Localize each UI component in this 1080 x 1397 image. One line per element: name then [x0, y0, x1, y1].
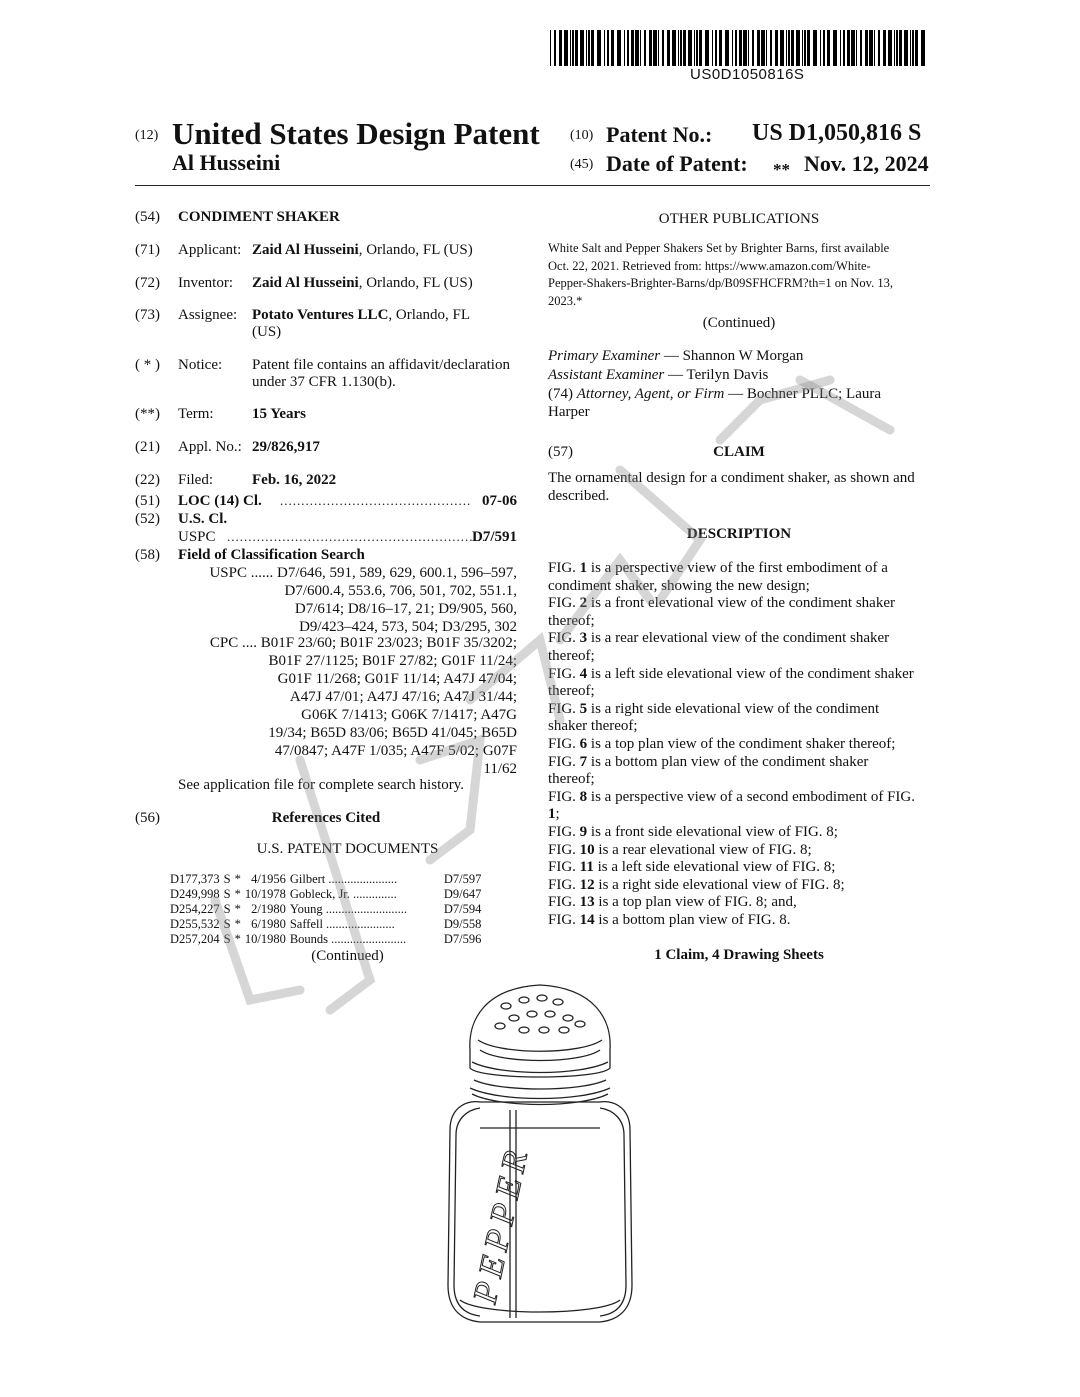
barcode-bar	[851, 30, 855, 66]
description-line: FIG. 5 is a right side elevational view of the condiment	[548, 700, 880, 717]
barcode-bar	[840, 30, 841, 66]
barcode-bar	[640, 30, 641, 66]
uspc-search-line: D9/423–424, 573, 504; D3/295, 302	[299, 619, 517, 635]
barcode-bar	[688, 30, 692, 66]
barcode-bar	[635, 30, 639, 66]
barcode-bar	[678, 30, 679, 66]
description-line: 1;	[548, 806, 560, 823]
barcode-bar	[899, 30, 902, 66]
ref-number: D249,998	[170, 887, 220, 901]
barcode-bar	[791, 30, 794, 66]
attorney-line2: Harper	[548, 404, 590, 420]
barcode-bar	[604, 30, 605, 66]
description-line: FIG. 11 is a left side elevational view of FIG. 8;	[548, 859, 836, 876]
term-row: (**) Term: 15 Years	[135, 406, 307, 422]
barcode-bar	[739, 30, 742, 66]
description-line: FIG. 8 is a perspective view of a second embodiment of FIG.	[548, 788, 915, 805]
ref-number: D257,204	[170, 932, 220, 946]
us-patent-documents: U.S. PATENT DOCUMENTS	[256, 841, 439, 857]
description-line: FIG. 2 is a front elevational view of the condiment shaker	[548, 595, 895, 612]
us-cl-row: (52) U.S. Cl.	[135, 511, 228, 527]
ref-number: D255,532	[170, 917, 220, 931]
ref-number: D254,227	[170, 902, 220, 916]
references-row: (56) References Cited	[135, 810, 381, 826]
barcode-bar	[788, 30, 790, 66]
barcode-bar	[915, 30, 918, 66]
barcode-bar	[570, 30, 571, 66]
barcode-bar	[865, 30, 868, 66]
ref-star: *	[234, 917, 241, 931]
barcode-bar	[715, 30, 717, 66]
barcode-bar	[847, 30, 850, 66]
ref-name: Saffell ......................	[289, 917, 395, 931]
description-text	[548, 560, 930, 929]
publications-text	[548, 240, 930, 310]
cpc-search-line: CPC .... B01F 23/60; B01F 23/023; B01F 35/3202;	[209, 635, 517, 651]
uspc-search-line: USPC ...... D7/646, 591, 589, 629, 600.1, 596–597,	[209, 565, 517, 581]
header-code-12: (12)	[135, 128, 159, 143]
uspc-search-line: D7/614; D8/16–17, 21; D9/905, 560,	[294, 601, 517, 617]
barcode-bar	[912, 30, 914, 66]
barcode-bar	[683, 30, 686, 66]
barcode-bar	[921, 30, 925, 66]
barcode-bar	[833, 30, 837, 66]
ref-star: *	[234, 902, 241, 916]
ref-date: 10/1978	[244, 887, 286, 901]
loc-row: (51) LOC (14) Cl. ............................................. 07-06	[135, 493, 517, 509]
header-code-10: (10)	[570, 128, 594, 143]
ref-class: D9/647	[443, 887, 482, 901]
barcode-bar	[820, 30, 821, 66]
barcode-number: US0D1050816S	[690, 66, 805, 83]
barcode-bar	[878, 30, 880, 66]
reference-row	[170, 902, 485, 917]
barcode-bar	[699, 30, 702, 66]
other-publications-heading: OTHER PUBLICATIONS	[658, 211, 820, 227]
barcode-bar	[735, 30, 737, 66]
publication-line: 2023.*	[548, 293, 583, 308]
barcode-bar	[617, 30, 621, 66]
claim-heading: CLAIM	[713, 444, 765, 460]
notice-row: ( * ) Notice: Patent file contains an affidavit/declaration under 37 CFR 1.130(b).	[135, 357, 510, 390]
barcode-bar	[575, 30, 578, 66]
barcode-bar	[807, 30, 810, 66]
description-line: FIG. 12 is a right side elevational view of FIG. 8;	[548, 876, 845, 893]
reference-row	[170, 872, 485, 887]
barcode-bar	[757, 30, 760, 66]
barcode-bar	[607, 30, 609, 66]
patent-number: US D1,050,816 S	[752, 120, 922, 146]
filed-row: (22) Filed: Feb. 16, 2022	[135, 472, 337, 488]
barcode-bar	[802, 30, 803, 66]
publications-continued: (Continued)	[702, 315, 776, 331]
barcode-bar	[580, 30, 584, 66]
barcode-bar	[586, 30, 587, 66]
barcode-bar	[554, 30, 556, 66]
ref-class: D7/596	[443, 932, 482, 946]
primary-examiner: Primary Examiner — Shannon W Morgan	[548, 348, 804, 364]
references-continued: (Continued)	[311, 948, 384, 964]
barcode-bar	[719, 30, 722, 66]
ref-class: D7/597	[443, 872, 482, 886]
barcode-bar	[705, 30, 709, 66]
reference-row	[170, 917, 485, 932]
barcode-bar	[624, 30, 625, 66]
barcode	[550, 30, 930, 68]
description-line: FIG. 10 is a rear elevational view of FIG. 8;	[548, 841, 812, 858]
publication-line: Oct. 22, 2021. Retrieved from: https://www.amazon.com/White-	[548, 258, 871, 273]
description-line: FIG. 3 is a rear elevational view of the condiment shaker	[548, 630, 890, 647]
barcode-bar	[591, 30, 594, 66]
barcode-bar	[804, 30, 806, 66]
applicant-row: (71) Applicant: Zaid Al Husseini, Orlando, FL (US)	[135, 242, 473, 258]
barcode-bar	[559, 30, 562, 66]
barcode-bar	[883, 30, 886, 66]
date-mark: **	[773, 160, 790, 179]
inventor-row: (72) Inventor: Zaid Al Husseini, Orlando, FL (US)	[135, 275, 473, 291]
barcode-bar	[904, 30, 908, 66]
ref-star: *	[234, 872, 241, 886]
barcode-bar	[869, 30, 873, 66]
barcode-bar	[712, 30, 713, 66]
ref-kind: S	[223, 902, 231, 916]
design-title: CONDIMENT SHAKER	[178, 209, 340, 225]
ref-star: *	[234, 887, 241, 901]
barcode-bar	[550, 30, 551, 66]
cpc-search-line: 47/0847; A47F 1/035; A47F 5/02; G07F	[274, 743, 517, 759]
assistant-examiner: Assistant Examiner — Terilyn Davis	[548, 367, 769, 383]
ref-kind: S	[223, 932, 231, 946]
patent-number-label: Patent No.:	[606, 122, 713, 147]
document-type: United States Design Patent	[172, 116, 540, 151]
description-line: FIG. 4 is a left side elevational view of the condiment shaker	[548, 665, 914, 682]
ref-star: *	[234, 932, 241, 946]
description-line: FIG. 1 is a perspective view of the first embodiment of a	[548, 560, 888, 576]
shaker-cap	[470, 985, 610, 1077]
barcode-bar	[874, 30, 875, 66]
reference-row	[170, 887, 485, 902]
ref-class: D9/558	[443, 917, 482, 931]
description-heading: DESCRIPTION	[686, 526, 792, 542]
description-line: thereof;	[548, 647, 595, 664]
ref-date: 10/1980	[244, 932, 286, 946]
cpc-search-line: G06K 7/1413; G06K 7/1417; A47G	[301, 707, 517, 723]
barcode-bar	[653, 30, 657, 66]
field-search-row: (58) Field of Classification Search	[135, 547, 365, 563]
date-of-patent: Nov. 12, 2024	[804, 151, 929, 176]
barcode-bar	[644, 30, 646, 66]
ref-date: 4/1956	[251, 872, 286, 886]
description-line: thereof;	[548, 683, 595, 700]
header-code-45: (45)	[570, 157, 594, 172]
uspc-search-block	[178, 564, 517, 636]
cpc-search-line: 11/62	[483, 761, 517, 777]
barcode-bar	[894, 30, 895, 66]
barcode-bar	[823, 30, 825, 66]
barcode-bar	[860, 30, 862, 66]
see-application: See application file for complete search history.	[178, 777, 465, 793]
assignee-row: (73) Assignee: Potato Ventures LLC, Orlando, FL (US)	[135, 307, 471, 340]
claim-code: (57)	[548, 444, 573, 460]
barcode-bar	[611, 30, 614, 66]
ref-number: D177,373	[170, 872, 220, 886]
barcode-bar	[694, 30, 695, 66]
barcode-bar	[827, 30, 830, 66]
claims-summary: 1 Claim, 4 Drawing Sheets	[654, 947, 824, 963]
barcode-bar	[813, 30, 817, 66]
barcode-bar	[796, 30, 800, 66]
barcode-bar	[627, 30, 629, 66]
ref-name: Young ..........................	[289, 902, 407, 916]
barcode-bar	[564, 30, 568, 66]
barcode-bar	[761, 30, 765, 66]
ref-name: Gilbert ......................	[289, 872, 398, 886]
claim-text: The ornamental design for a condiment shaker, as shown and described.	[548, 470, 915, 504]
barcode-bar	[588, 30, 590, 66]
reference-row	[170, 932, 485, 947]
barcode-bar	[770, 30, 772, 66]
cpc-search-line: 19/34; B65D 83/06; B65D 41/045; B65D	[268, 725, 517, 741]
barcode-bar	[786, 30, 787, 66]
barcode-bar	[631, 30, 634, 66]
barcode-bar	[743, 30, 747, 66]
description-line: FIG. 6 is a top plan view of the condiment shaker thereof;	[548, 735, 896, 752]
barcode-bar	[910, 30, 911, 66]
cpc-search-line: A47J 47/01; A47J 47/16; A47J 31/44;	[289, 689, 517, 705]
ref-name: Gobleck, Jr. ..............	[289, 887, 397, 901]
cpc-search-line: G01F 11/268; G01F 11/14; A47J 47/04;	[277, 671, 517, 687]
barcode-bar	[732, 30, 733, 66]
barcode-bar	[649, 30, 652, 66]
barcode-bar	[752, 30, 754, 66]
barcode-bar	[766, 30, 767, 66]
description-line: condiment shaker, showing the new design;	[548, 577, 810, 594]
ref-name: Bounds ........................	[289, 932, 407, 946]
barcode-bar	[888, 30, 892, 66]
date-of-patent-label: Date of Patent:	[606, 151, 748, 176]
publication-line: White Salt and Pepper Shakers Set by Brighter Barns, first available	[548, 241, 890, 255]
header-rule	[135, 185, 930, 186]
barcode-bar	[748, 30, 749, 66]
ref-date: 6/1980	[251, 917, 286, 931]
title-row: (54) CONDIMENT SHAKER	[135, 209, 340, 225]
inventor-surname: Al Husseini	[172, 150, 281, 175]
ref-kind: S	[223, 887, 231, 901]
barcode-bar	[667, 30, 670, 66]
barcode-bar	[662, 30, 664, 66]
description-line: FIG. 13 is a top plan view of FIG. 8; and,	[548, 894, 797, 911]
description-line: thereof;	[548, 771, 595, 788]
shaker-drawing	[440, 980, 640, 1330]
pepper-label	[466, 1142, 536, 1308]
barcode-bar	[725, 30, 729, 66]
barcode-bar	[658, 30, 659, 66]
attorney: (74) Attorney, Agent, or Firm — Bochner PLLC; Laura	[548, 386, 882, 402]
description-line: thereof;	[548, 612, 595, 629]
barcode-bar	[856, 30, 857, 66]
barcode-bar	[775, 30, 778, 66]
cap-holes	[495, 995, 585, 1033]
ref-class: D7/594	[443, 902, 482, 916]
cpc-search-block	[178, 634, 517, 778]
barcode-bar	[680, 30, 682, 66]
barcode-bar	[780, 30, 784, 66]
barcode-bar	[843, 30, 845, 66]
description-line: FIG. 9 is a front side elevational view of FIG. 8;	[548, 823, 838, 840]
barcode-bar	[896, 30, 898, 66]
description-line: shaker thereof;	[548, 718, 638, 735]
barcode-bar	[696, 30, 698, 66]
appl-no-row: (21) Appl. No.: 29/826,917	[135, 439, 320, 455]
barcode-bar	[672, 30, 676, 66]
barcode-bar	[597, 30, 601, 66]
uspc-search-line: D7/600.4, 553.6, 706, 501, 702, 551.1,	[284, 583, 517, 599]
publication-line: Pepper-Shakers-Brighter-Barns/dp/B09SFHCFRM?th=1 on Nov. 13,	[548, 276, 893, 290]
ref-kind: S	[223, 917, 231, 931]
ref-date: 2/1980	[251, 902, 286, 916]
cpc-search-line: B01F 27/1125; B01F 27/82; G01F 11/24;	[268, 653, 517, 669]
description-line: FIG. 7 is a bottom plan view of the condiment shaker	[548, 753, 869, 770]
barcode-bar	[572, 30, 574, 66]
description-line: FIG. 14 is a bottom plan view of FIG. 8.	[548, 911, 791, 928]
ref-kind: S	[223, 872, 231, 886]
references-table	[170, 872, 485, 947]
pepper-text: PEPPER	[466, 1141, 537, 1307]
